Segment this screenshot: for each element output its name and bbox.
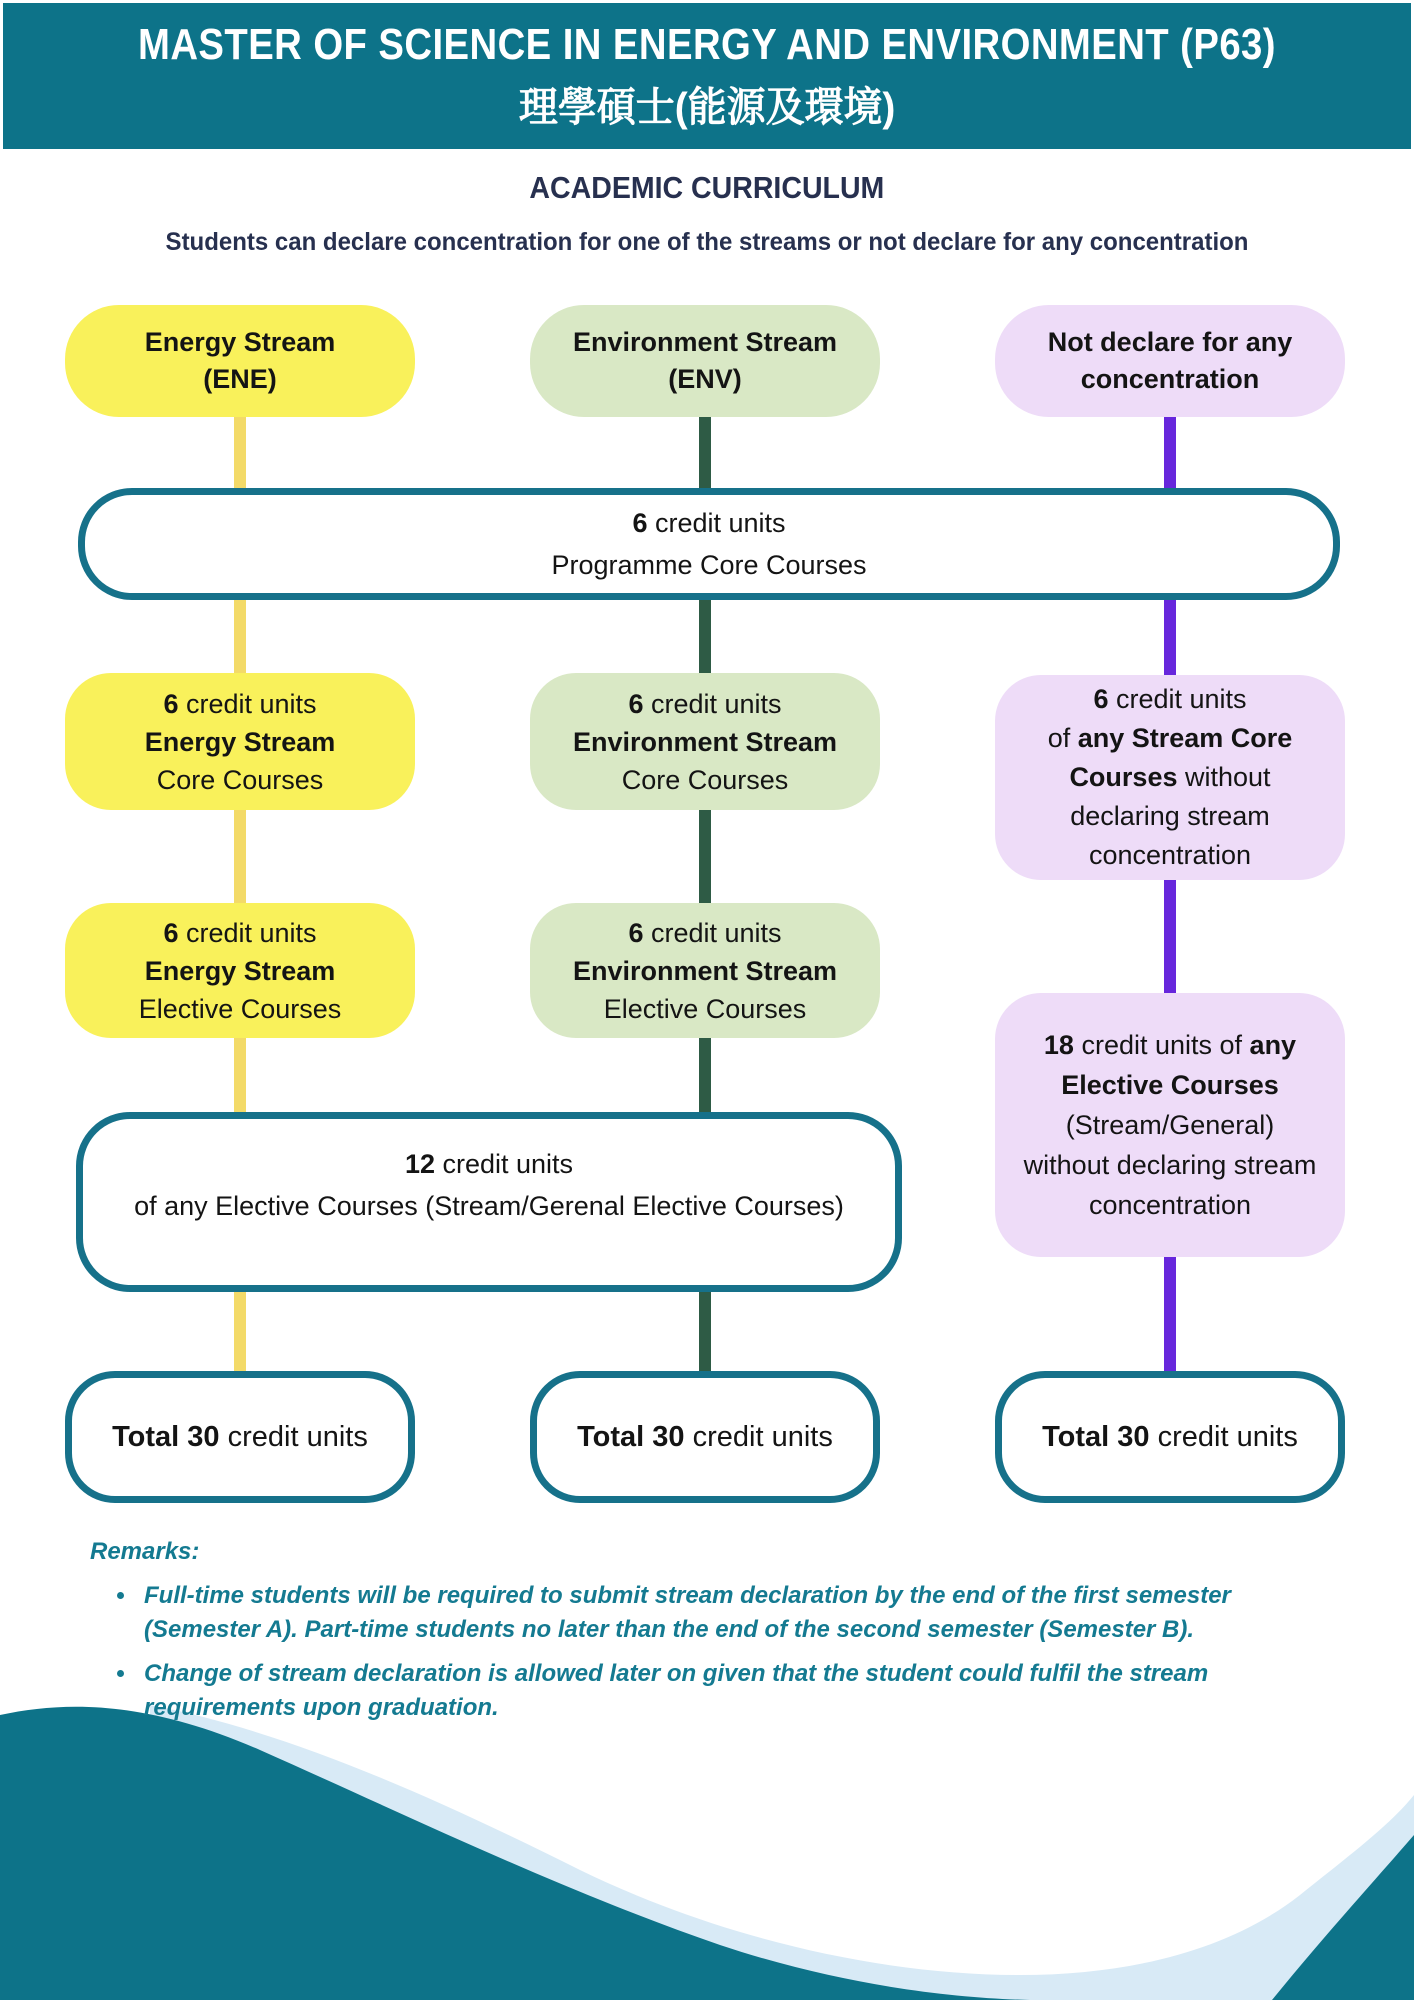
- page-title: MASTER OF SCIENCE IN ENERGY AND ENVIRONMENT (P63): [138, 19, 1276, 69]
- header-banner: [3, 3, 1411, 149]
- remarks-section: [90, 1535, 1340, 1735]
- box-energy-elective-courses: 6 credit units Energy Stream Elective Courses: [65, 903, 415, 1038]
- box-total-energy: Total 30 credit units: [65, 1371, 415, 1503]
- pill-environment-stream: Environment Stream (ENV): [530, 305, 880, 417]
- remarks-bullet: • Full-time students will be required to submit stream declaration by the end of the first semester (Semester A). Part-time students no later than the end of the second semester (Semester B).: [138, 1579, 1340, 1647]
- box-programme-core-courses: 6 credit units Programme Core Courses: [78, 488, 1340, 600]
- remarks-label: Remarks:: [90, 1538, 200, 1565]
- box-any-stream-core-courses: 6 credit units of any Stream Core Courses without declaring stream concentration: [995, 675, 1345, 880]
- box-total-no-concentration: Total 30 credit units: [995, 1371, 1345, 1503]
- box-environment-elective-courses: 6 credit units Environment Stream Elective Courses: [530, 903, 880, 1038]
- remarks-list: [90, 1579, 1340, 1725]
- box-energy-core-courses: 6 credit units Energy Stream Core Courses: [65, 673, 415, 810]
- pill-energy-stream: Energy Stream (ENE): [65, 305, 415, 417]
- box-environment-core-courses: 6 credit units Environment Stream Core Courses: [530, 673, 880, 810]
- box-any-elective-courses-12: 12 credit units of any Elective Courses (Stream/Gerenal Elective Courses): [76, 1112, 902, 1292]
- pill-no-concentration: Not declare for any concentration: [995, 305, 1345, 417]
- remarks-bullet: • Change of stream declaration is allowed later on given that the student could fulfil the stream requirements upon graduation.: [138, 1657, 1340, 1725]
- section-heading: ACADEMIC CURRICULUM: [529, 170, 885, 205]
- section-subheading: Students can declare concentration for one of the streams or not declare for any concentration: [165, 228, 1249, 256]
- page-title-chinese: 理學碩士(能源及環境): [518, 83, 896, 130]
- box-total-environment: Total 30 credit units: [530, 1371, 880, 1503]
- box-any-elective-courses-18: 18 credit units of any Elective Courses (Stream/General) without declaring stream concentration: [995, 993, 1345, 1257]
